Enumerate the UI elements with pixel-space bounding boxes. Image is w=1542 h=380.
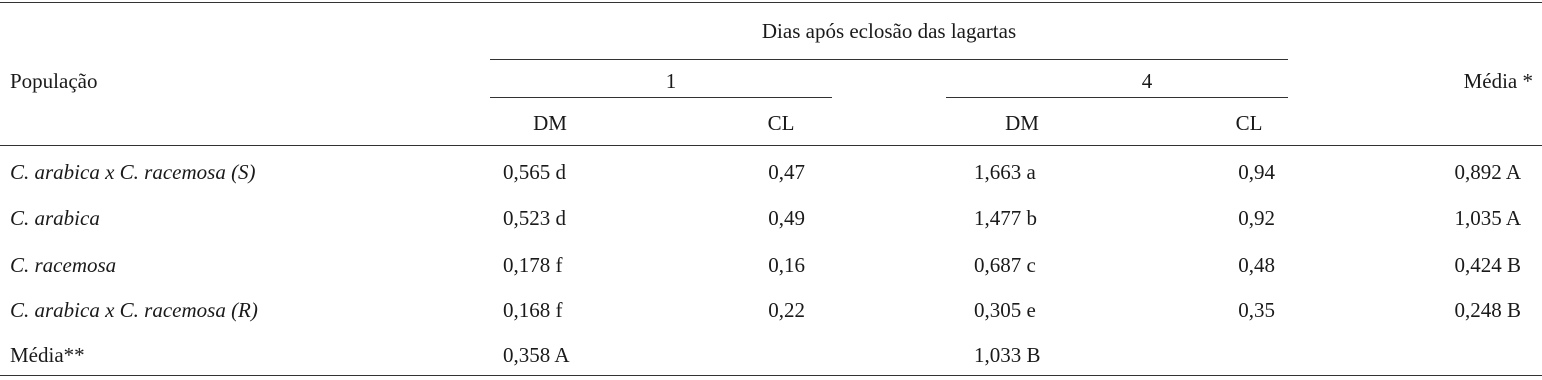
population-name: C. arabica x C. racemosa (R) bbox=[10, 298, 258, 322]
dm-day-4-value: 0,305 e bbox=[974, 298, 1036, 322]
mean-value: 1,035 A bbox=[1454, 206, 1521, 230]
dm-day-4-value: 0,687 c bbox=[974, 253, 1036, 277]
overall-mean-day-4: 1,033 B bbox=[974, 343, 1041, 367]
mean-header: Média * bbox=[1463, 69, 1533, 93]
cl-day-1-header: CL bbox=[767, 111, 795, 135]
mean-value: 0,424 B bbox=[1454, 253, 1521, 277]
population-name: C. racemosa bbox=[10, 253, 117, 277]
population-header: População bbox=[10, 69, 98, 93]
dm-day-4-value: 1,663 a bbox=[974, 160, 1036, 184]
cl-day-1-value: 0,16 bbox=[768, 253, 805, 277]
cl-day-4-header: CL bbox=[1235, 111, 1263, 135]
cl-day-1-value: 0,49 bbox=[768, 206, 805, 230]
days-group-rule bbox=[490, 59, 1288, 60]
cl-day-4-value: 0,48 bbox=[1238, 253, 1275, 277]
cl-day-1-value: 0,47 bbox=[768, 160, 805, 184]
population-name: C. arabica x C. racemosa (S) bbox=[10, 160, 256, 184]
dm-day-1-value: 0,178 f bbox=[503, 253, 563, 277]
table-top-rule bbox=[0, 2, 1542, 3]
cl-day-1-value: 0,22 bbox=[768, 298, 805, 322]
cl-day-4-value: 0,92 bbox=[1238, 206, 1275, 230]
dm-day-1-value: 0,565 d bbox=[503, 160, 566, 184]
day-1-header: 1 bbox=[665, 69, 677, 93]
day-4-rule bbox=[946, 97, 1288, 98]
days-after-hatching-header: Dias após eclosão das lagartas bbox=[761, 19, 1017, 43]
cl-day-4-value: 0,94 bbox=[1238, 160, 1275, 184]
population-name: C. arabica bbox=[10, 206, 100, 230]
mean-value: 0,892 A bbox=[1454, 160, 1521, 184]
overall-mean-day-1: 0,358 A bbox=[503, 343, 570, 367]
overall-mean-label: Média** bbox=[10, 343, 85, 367]
dm-day-4-header: DM bbox=[1005, 111, 1039, 135]
header-bottom-rule bbox=[0, 145, 1542, 146]
dm-day-1-value: 0,523 d bbox=[503, 206, 566, 230]
cl-day-4-value: 0,35 bbox=[1238, 298, 1275, 322]
mean-value: 0,248 B bbox=[1454, 298, 1521, 322]
table-bottom-rule bbox=[0, 375, 1542, 376]
day-4-header: 4 bbox=[1141, 69, 1153, 93]
dm-day-1-header: DM bbox=[533, 111, 567, 135]
day-1-rule bbox=[490, 97, 832, 98]
dm-day-1-value: 0,168 f bbox=[503, 298, 563, 322]
dm-day-4-value: 1,477 b bbox=[974, 206, 1037, 230]
